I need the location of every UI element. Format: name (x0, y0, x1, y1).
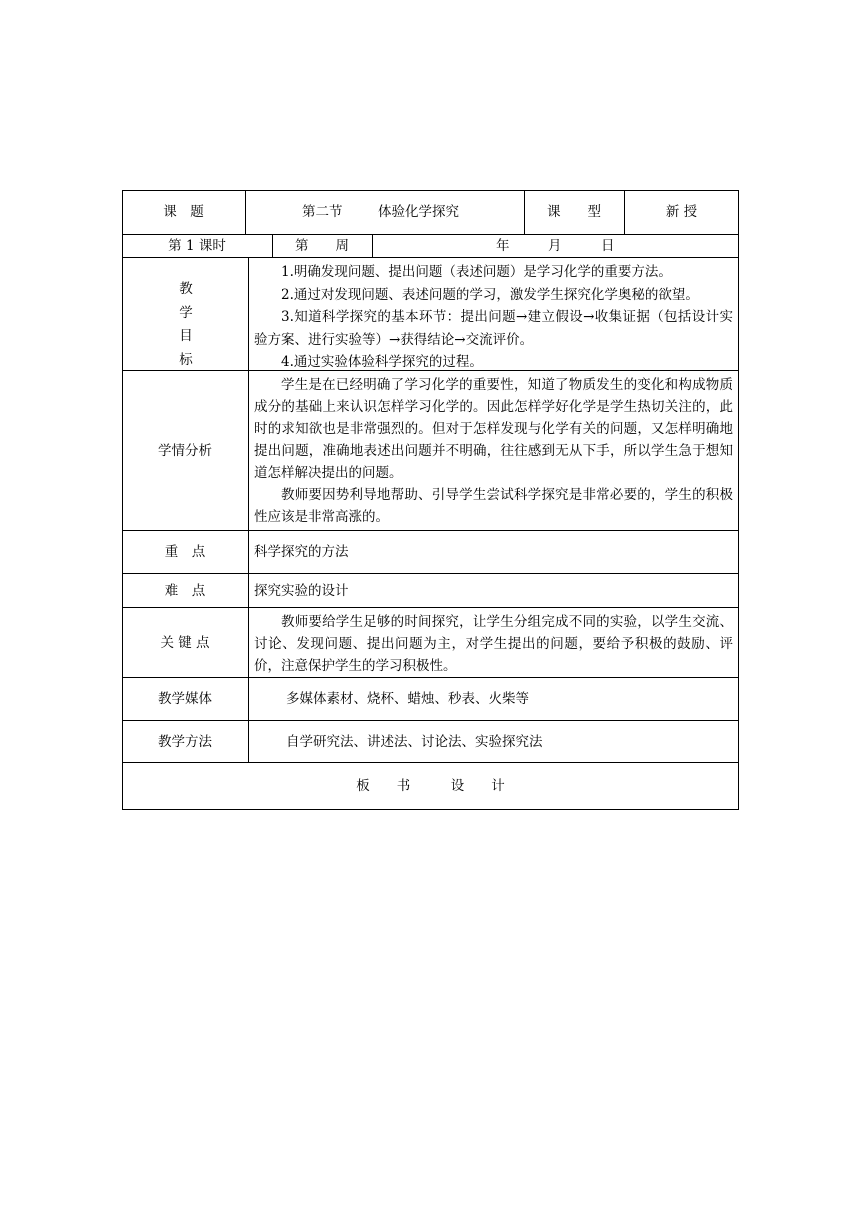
method-label: 教学方法 (158, 734, 212, 750)
objective-item: 1.明确发现问题、提出问题（表述问题）是学习化学的重要方法。 (281, 264, 672, 280)
objectives-label-char: 学 (179, 304, 193, 321)
analysis-paragraph: 教师要因势利导地帮助、引导学生尝试科学探究是非常必要的，学生的积极性应该是非常高涨的。 (254, 487, 733, 525)
row-divider (122, 530, 739, 531)
week-field: 第 周 (295, 238, 349, 254)
key-point-value: 科学探究的方法 (254, 544, 349, 560)
date-day: 日 (601, 238, 615, 254)
objective-item: 4.通过实验体验科学探究的过程。 (281, 354, 483, 370)
crux-paragraph: 教师要给学生足够的时间探究，让学生分组完成不同的实验，以学生交流、讨论、发现问题、提出问题为主，对学生提出的问题，要给予积极的鼓励、评价，注意保护学生的学习积极性。 (254, 614, 733, 674)
lesson-type-value: 新 授 (665, 204, 698, 220)
analysis-label: 学情分析 (158, 443, 212, 459)
objectives-label-char: 目 (179, 328, 193, 344)
method-value: 自学研究法、讲述法、讨论法、实验探究法 (286, 734, 543, 750)
topic-label: 课 题 (163, 204, 204, 220)
objectives-list (254, 261, 733, 374)
row-divider (122, 573, 739, 574)
date-month: 月 (548, 238, 562, 254)
row-divider (122, 762, 739, 763)
analysis-text (254, 374, 733, 528)
date-year: 年 (496, 238, 510, 254)
objectives-label-char: 教 (179, 281, 193, 297)
row-divider (122, 720, 739, 721)
lesson-type-label: 课 型 (547, 204, 601, 220)
row-divider (122, 257, 739, 258)
lesson-period: 第 1 课时 (168, 238, 226, 254)
row-divider (122, 234, 739, 235)
topic-section: 第二节 (302, 204, 343, 220)
col-divider (248, 257, 249, 762)
media-value: 多媒体素材、烧杯、蜡烛、秒表、火柴等 (286, 691, 529, 707)
row-divider (122, 607, 739, 608)
objective-item: 2.通过对发现问题、表述问题的学习，激发学生探究化学奥秘的欲望。 (281, 286, 699, 303)
board-design-label: 板 书 设 计 (356, 778, 505, 794)
crux-text (254, 611, 733, 677)
col-divider (372, 234, 373, 257)
key-point-label: 重 点 (164, 544, 206, 560)
objective-item: 3.知道科学探究的基本环节：提出问题→建立假设→收集证据（包括设计实验方案、进行实验等）→获得结论→交流评价。 (254, 309, 733, 348)
difficulty-value: 探究实验的设计 (254, 583, 349, 599)
analysis-paragraph: 学生是在已经明确了学习化学的重要性，知道了物质发生的变化和构成物质成分的基础上来认识怎样学习化学的。因此怎样学好化学是学生热切关注的，此时的求知欲也是非常强烈的。但对于怎样发现与化学有关的问题，又怎样明确地提出问题，准确地表述出问题并不明确，往往感到无从下手，所以学生急于想知道怎样解决提出的问题。 (254, 377, 733, 481)
objectives-label-char: 标 (179, 351, 193, 368)
media-label: 教学媒体 (158, 691, 212, 707)
objectives-label (171, 278, 201, 372)
col-divider (245, 190, 246, 234)
difficulty-label: 难 点 (164, 583, 206, 599)
row-divider (122, 677, 739, 678)
crux-label: 关 键 点 (160, 635, 210, 651)
topic-title: 体验化学探究 (378, 204, 459, 220)
